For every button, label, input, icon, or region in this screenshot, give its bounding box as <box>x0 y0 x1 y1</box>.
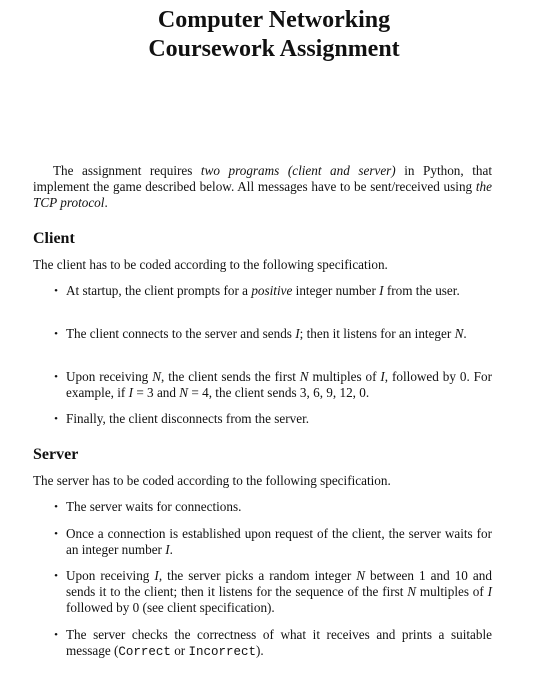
bullet-icon: • <box>54 570 58 582</box>
bullet-icon: • <box>54 501 58 513</box>
server-bullet-3-text: Upon receiving I, the server picks a random integer N between 1 and 10 and sends it to the client; then it listens for the sequence of the first N multiples of I followed by 0 (see client specification). <box>66 568 492 615</box>
bullet-icon: • <box>54 328 58 340</box>
title-line-1: Computer Networking <box>157 7 391 33</box>
intro-paragraph <box>33 163 492 211</box>
intro-text: The assignment requires <box>53 163 201 178</box>
client-lead: The client has to be coded according to the following specification. <box>33 257 388 272</box>
server-bullet-2-text: Once a connection is established upon request of the client, the server waits for an integer number I. <box>66 526 492 557</box>
client-bullet-1-text: At startup, the client prompts for a positive integer number I from the user. <box>66 283 460 298</box>
bullet-icon: • <box>54 413 58 425</box>
code-correct: Correct <box>118 645 171 659</box>
client-bullet-2-text: The client connects to the server and sends I; then it listens for an integer N. <box>66 326 467 341</box>
intro-emphasis: two programs (client and server) <box>200 163 396 178</box>
bullet-icon: • <box>54 528 58 540</box>
code-incorrect: Incorrect <box>188 645 256 659</box>
client-bullet-3-text: Upon receiving N, the client sends the first N multiples of I, followed by 0. For example, if I = 3 and N = 4, the client sends 3, 6, 9, 12, 0. <box>66 369 492 400</box>
client-heading: Client <box>33 230 75 247</box>
intro-text: in Python, that implement the game described below. All messages have to be sent/received using <box>33 163 492 194</box>
bullet-icon: • <box>54 285 58 297</box>
intro-text: . <box>104 195 108 210</box>
server-bullet-4-text: The server checks the correctness of what it receives and prints a suitable message (Correct or Incorrect). <box>66 627 492 659</box>
title-line-2: Coursework Assignment <box>148 36 400 62</box>
bullet-icon: • <box>54 629 58 641</box>
server-lead: The server has to be coded according to the following specification. <box>33 473 391 488</box>
server-heading: Server <box>33 446 79 463</box>
server-bullet-1-text: The server waits for connections. <box>66 499 242 514</box>
client-bullet-4-text: Finally, the client disconnects from the server. <box>66 411 310 426</box>
intro-emphasis: the TCP protocol <box>33 179 492 210</box>
bullet-icon: • <box>54 371 58 383</box>
